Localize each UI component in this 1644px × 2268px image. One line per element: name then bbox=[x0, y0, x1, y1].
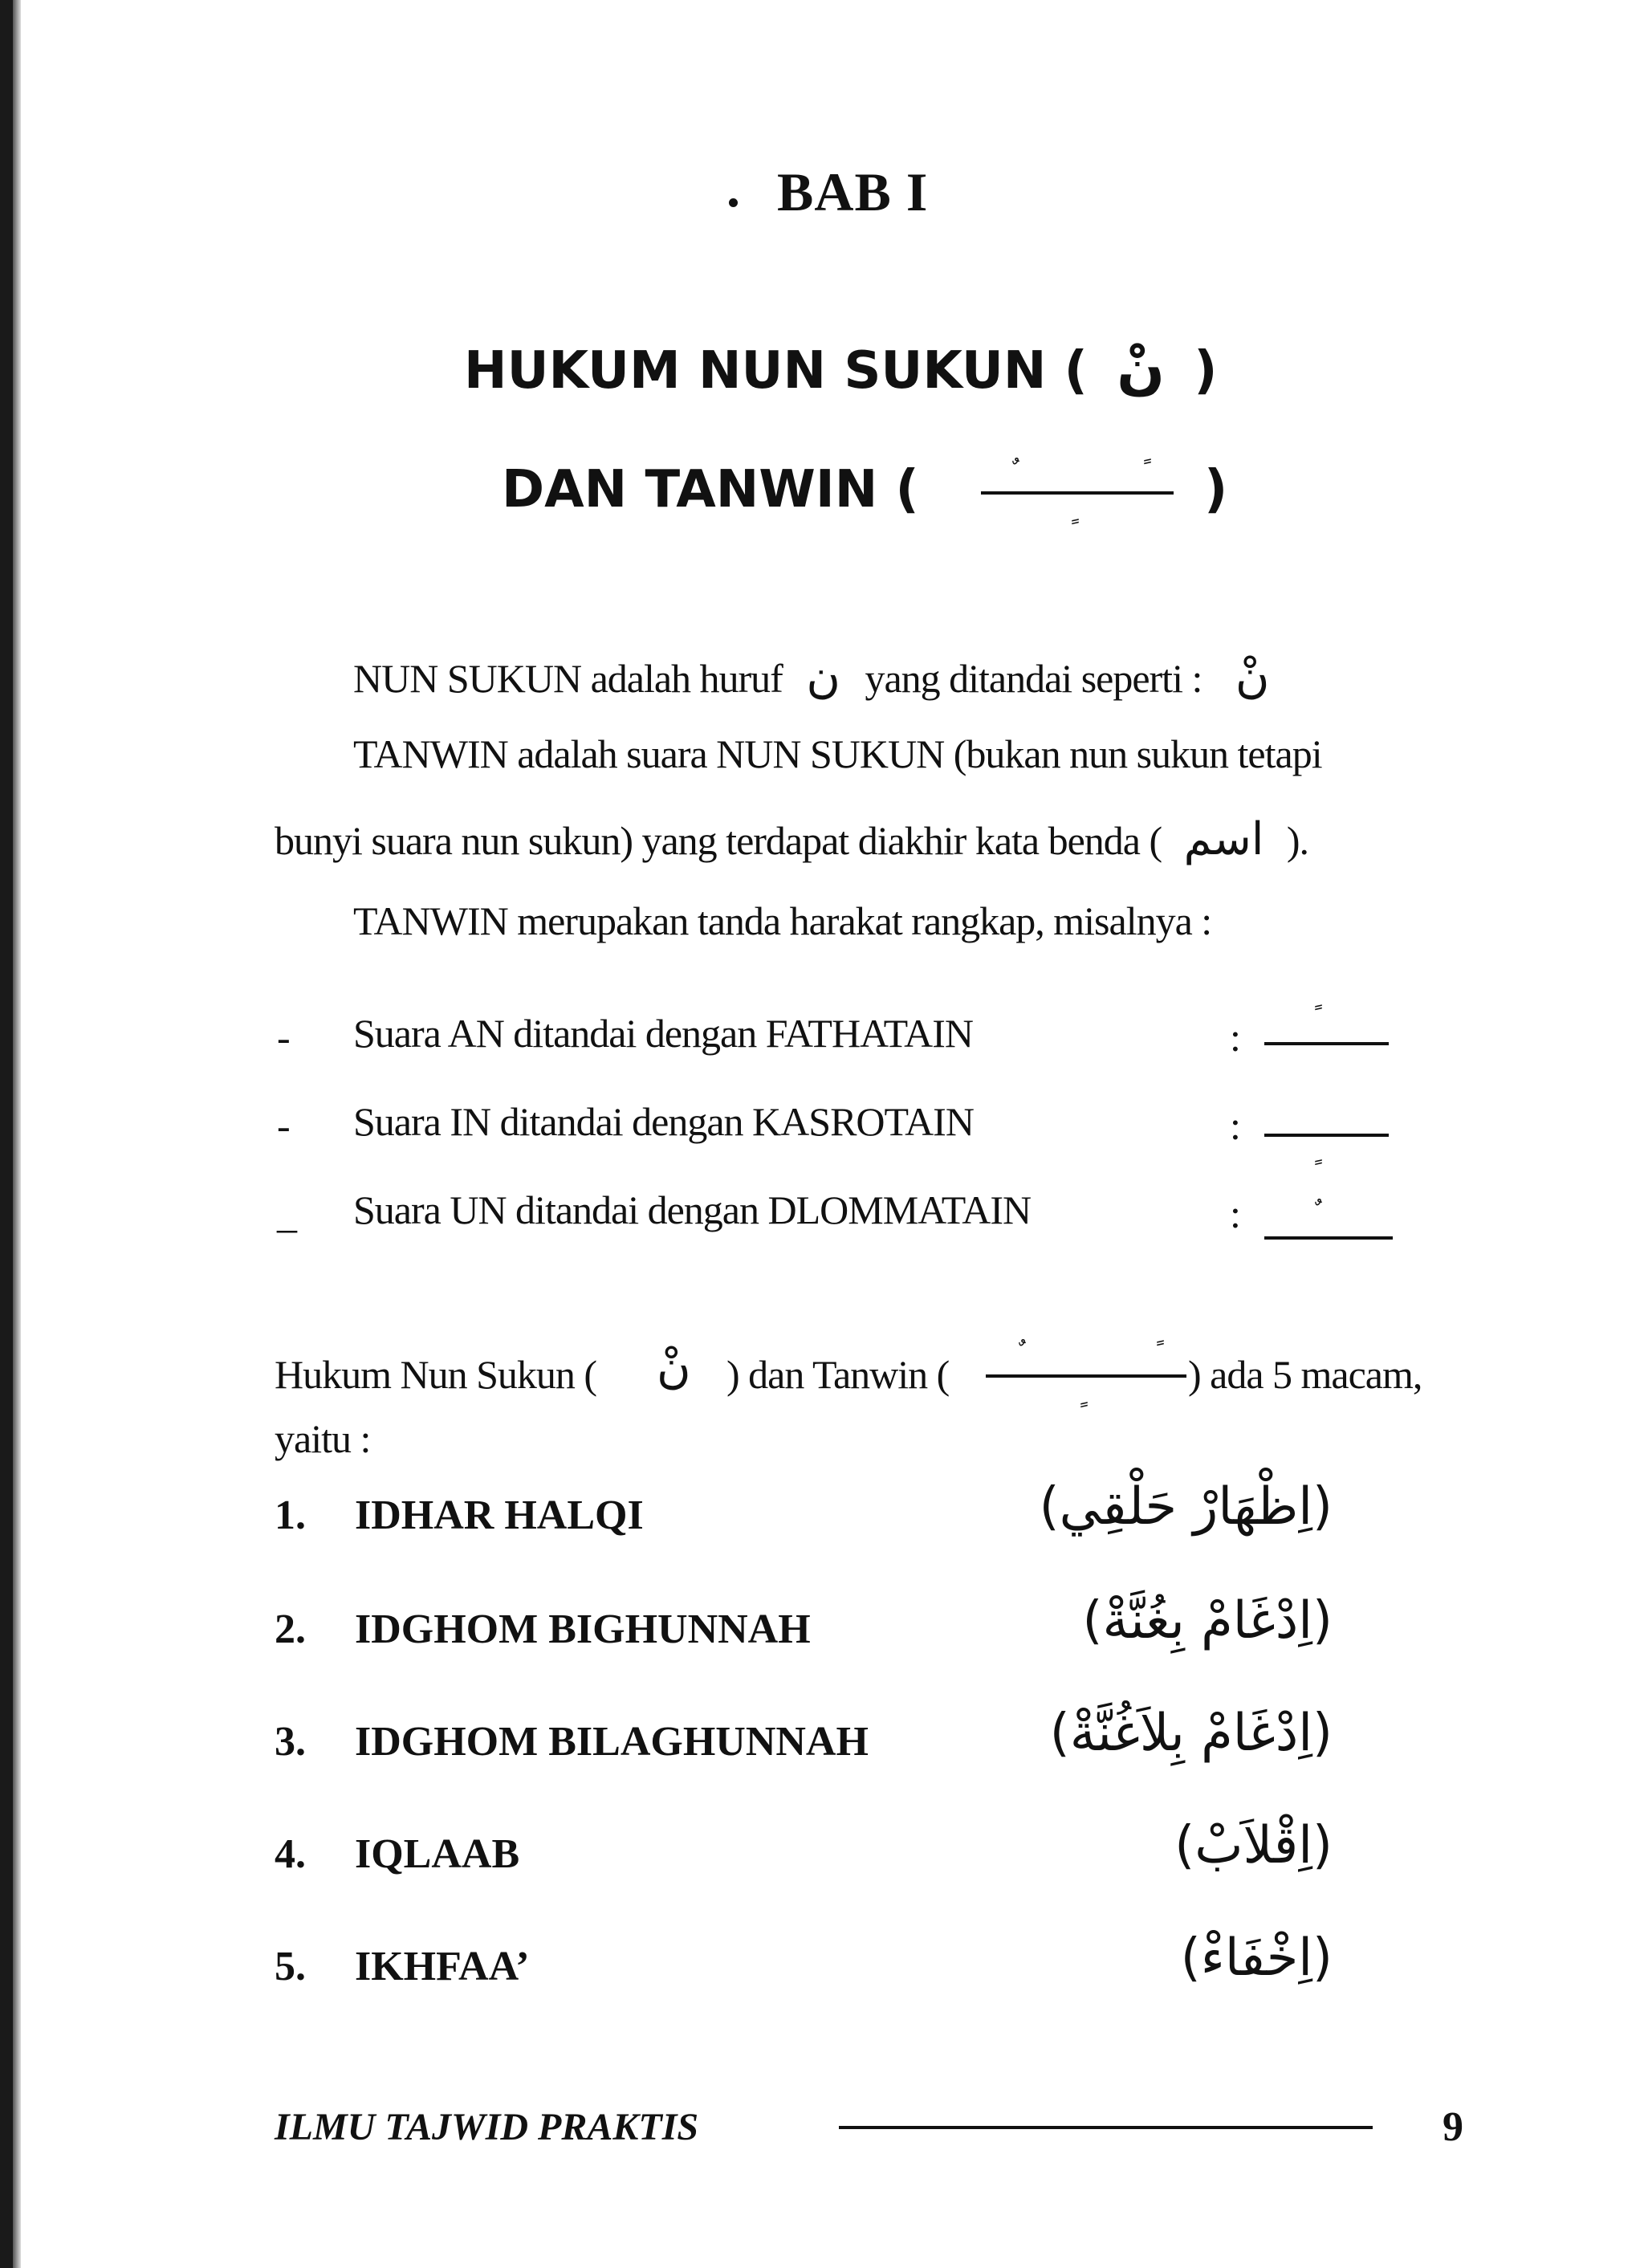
heading-line2-text: DAN TANWIN ( bbox=[502, 460, 919, 519]
dlommatain-example bbox=[1264, 1172, 1393, 1236]
book-spine-shadow bbox=[0, 0, 13, 2268]
hukum-name: IQLAAB bbox=[355, 1831, 520, 1877]
page-number: 9 bbox=[1443, 2104, 1463, 2150]
p3-text-b: ). bbox=[1286, 818, 1309, 863]
tanwin-type-colon: : bbox=[1230, 1103, 1241, 1148]
chapter-dot: . bbox=[726, 157, 741, 218]
tanwin-type-bullet: _ bbox=[277, 1191, 296, 1236]
p1-text-b: yang ditandai seperti : bbox=[865, 656, 1202, 701]
paragraph-tanwin-definition: TANWIN adalah suara NUN SUKUN (bukan nun sukun tetapi bbox=[353, 731, 1322, 776]
tanwin-type-bullet: - bbox=[277, 1103, 290, 1148]
paragraph-nun-sukun-definition bbox=[353, 649, 1269, 703]
chapter-title: BAB I bbox=[777, 161, 929, 222]
hukum-number: 3. bbox=[275, 1719, 306, 1765]
hukum-arabic-idghom-bighunnah: (اِدْغَامْ بِغُنَّةْ) bbox=[1082, 1591, 1333, 1651]
book-spine-gradient bbox=[13, 0, 21, 2268]
heading-tanwin-marks bbox=[981, 450, 1174, 538]
kasrotain-example bbox=[1264, 1100, 1393, 1172]
summary-tanwin-marks bbox=[986, 1333, 1186, 1421]
heading-line2-close: ) bbox=[1204, 460, 1228, 519]
paragraph-tanwin-continued bbox=[275, 813, 1308, 865]
summary-text-c: ) ada 5 macam, bbox=[1188, 1352, 1422, 1397]
hukum-number: 1. bbox=[275, 1492, 306, 1538]
p1-arabic-nun-sukun: نْ bbox=[1235, 649, 1270, 703]
heading-line1 bbox=[464, 336, 1217, 401]
heading-line1-text: HUKUM NUN SUKUN ( bbox=[464, 341, 1088, 401]
hukum-name: IDGHOM BIGHUNNAH bbox=[355, 1606, 811, 1652]
p1-text-a: NUN SUKUN adalah huruf bbox=[353, 656, 783, 701]
tanwin-type-text: Suara IN ditandai dengan KASROTAIN bbox=[353, 1099, 974, 1144]
summary-text-b: ) dan Tanwin ( bbox=[726, 1352, 950, 1397]
summary-text-d: yaitu : bbox=[275, 1416, 371, 1461]
hukum-number: 4. bbox=[275, 1831, 306, 1877]
tanwin-type-bullet: - bbox=[277, 1015, 290, 1060]
hukum-name: IKHFAA’ bbox=[355, 1944, 530, 1989]
hukum-arabic-ikhfaa: (اِخْفَاءْ) bbox=[1180, 1928, 1333, 1988]
summary-text-a: Hukum Nun Sukun ( bbox=[275, 1352, 597, 1397]
tanwin-type-text: Suara AN ditandai dengan FATHATAIN bbox=[353, 1011, 974, 1056]
hukum-number: 2. bbox=[275, 1606, 306, 1652]
p1-arabic-nun: ن bbox=[806, 649, 840, 703]
hukum-arabic-idghom-bilaghunnah: (اِدْغَامْ بِلاَغُنَّةْ) bbox=[1049, 1704, 1333, 1763]
summary-arabic-nun-sukun: نْ bbox=[657, 1339, 691, 1394]
paragraph-tanwin-examples-intro: TANWIN merupakan tanda harakat rangkap, misalnya : bbox=[353, 898, 1212, 943]
hukum-arabic-iqlaab: (اِقْلاَبْ) bbox=[1174, 1816, 1333, 1875]
heading-line1-close: ) bbox=[1194, 341, 1218, 401]
fathatain-example bbox=[1264, 996, 1393, 1060]
hukum-arabic-idhar-halqi: (اِظْهَارْ حَلْقِي) bbox=[1039, 1477, 1333, 1537]
tanwin-type-colon: : bbox=[1230, 1191, 1241, 1236]
hukum-name: IDHAR HALQI bbox=[355, 1492, 644, 1538]
footer-book-title: ILMU TAJWID PRAKTIS bbox=[275, 2106, 699, 2148]
p3-arabic-ism: اسم bbox=[1183, 813, 1264, 865]
p3-text-a: bunyi suara nun sukun) yang terdapat diakhir kata benda ( bbox=[275, 818, 1162, 863]
heading-nun-sukun: نْ bbox=[1117, 336, 1165, 401]
tanwin-type-colon: : bbox=[1230, 1015, 1241, 1060]
tanwin-type-text: Suara UN ditandai dengan DLOMMATAIN bbox=[353, 1187, 1032, 1232]
hukum-name: IDGHOM BILAGHUNNAH bbox=[355, 1719, 869, 1765]
hukum-number: 5. bbox=[275, 1944, 306, 1989]
footer-rule bbox=[839, 2126, 1373, 2129]
